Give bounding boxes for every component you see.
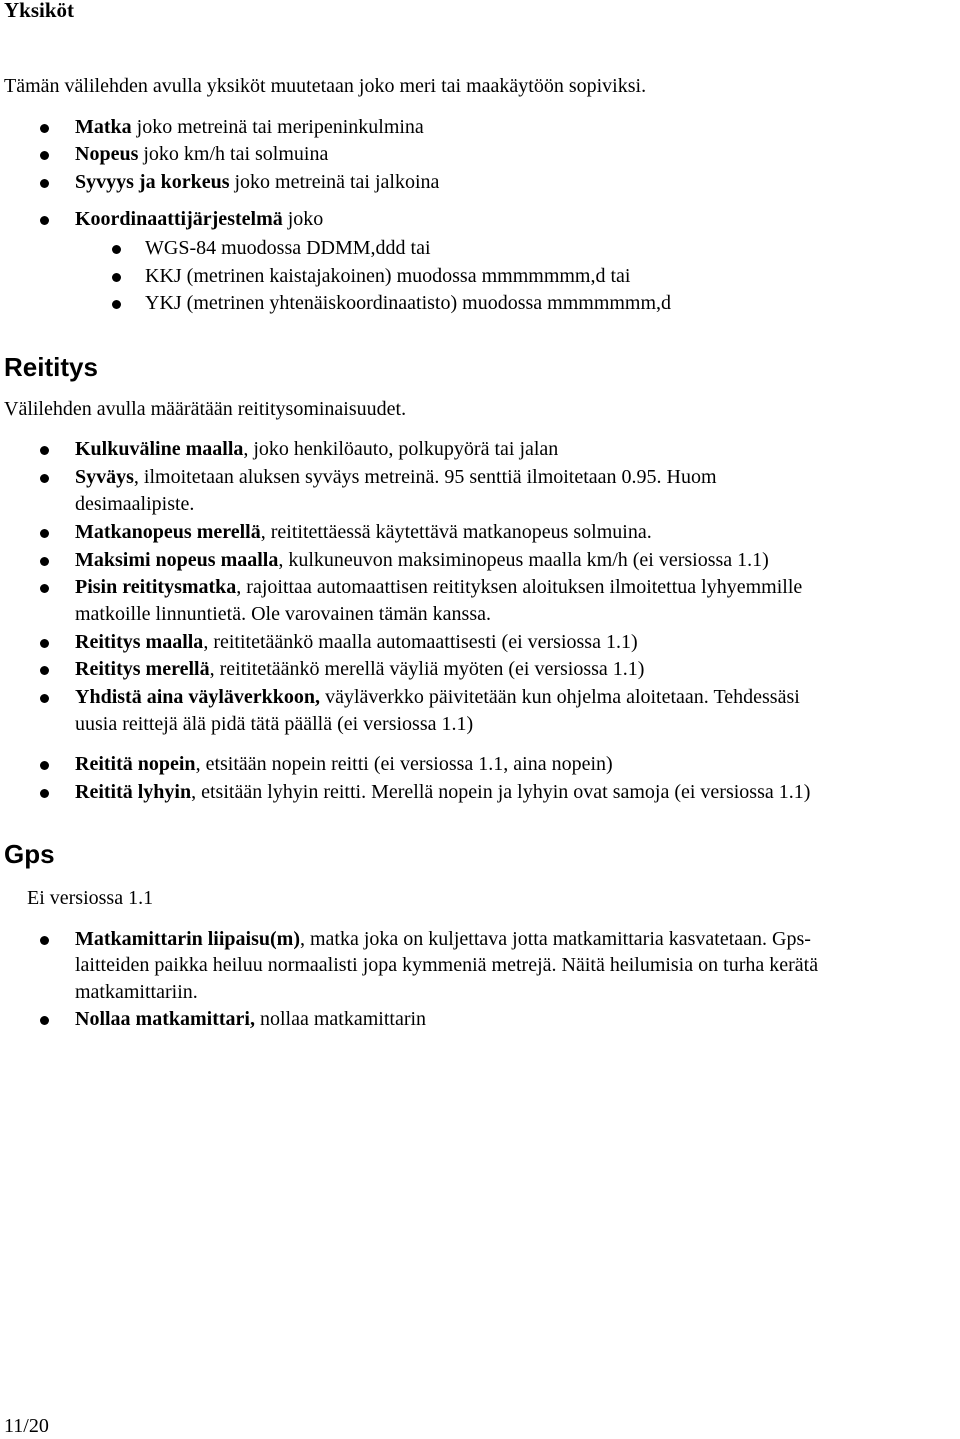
list-item: Maksimi nopeus maalla, kulkuneuvon maksiminopeus maalla km/h (ei versiossa 1.1) (75, 549, 769, 571)
list-item: Reititys maalla, reititetäänkö maalla automaattisesti (ei versiossa 1.1) (75, 631, 638, 653)
section-heading-gps: Gps (4, 839, 55, 869)
list-item: Matka joko metreinä tai meripeninkulmina (75, 116, 424, 138)
page-number: 11/20 (4, 1415, 49, 1437)
bullet-icon (112, 245, 121, 254)
bullet-icon (40, 789, 49, 798)
list-item: Nollaa matkamittari, nollaa matkamittarin (75, 1008, 427, 1030)
list-item: Koordinaattijärjestelmä joko (75, 208, 324, 230)
list-item-continuation: matkoille linnuntietä. Ole varovainen tämän kanssa. (75, 603, 491, 625)
bullet-icon (40, 529, 49, 538)
section-heading-routing: Reititys (4, 352, 98, 382)
bullet-icon (40, 761, 49, 770)
list-item-continuation: uusia reittejä älä pidä tätä päällä (ei versiossa 1.1) (75, 713, 474, 735)
bullet-icon (40, 446, 49, 455)
coord-system-item: YKJ (metrinen yhtenäiskoordinaatisto) muodossa mmmmmmm,d (145, 292, 672, 314)
coord-system-item: KKJ (metrinen kaistajakoinen) muodossa mmmmmmm,d tai (145, 265, 631, 287)
gps-note: Ei versiossa 1.1 (27, 887, 154, 909)
list-item: Syväys, ilmoitetaan aluksen syväys metreinä. 95 senttiä ilmoitetaan 0.95. Huom (75, 466, 717, 488)
bullet-icon (40, 694, 49, 703)
list-item: Nopeus joko km/h tai solmuina (75, 143, 329, 165)
list-item: Reititä lyhyin, etsitään lyhyin reitti. Merellä nopein ja lyhyin ovat samoja (ei versiossa 1.1) (75, 781, 811, 803)
bullet-icon (112, 273, 121, 282)
list-item: Reititys merellä, reititetäänkö merellä väyliä myöten (ei versiossa 1.1) (75, 658, 645, 680)
list-item: Yhdistä aina väyläverkkoon, väyläverkko päivitetään kun ohjelma aloitetaan. Tehdessäsi (75, 686, 800, 708)
list-item-continuation: matkamittariin. (75, 981, 198, 1003)
intro-text: Tämän välilehden avulla yksiköt muutetaan joko meri tai maakäytöön sopiviksi. (4, 75, 647, 97)
bullet-icon (40, 666, 49, 675)
bullet-icon (40, 936, 49, 945)
coord-system-item: WGS-84 muodossa DDMM,ddd tai (145, 237, 431, 259)
list-item-continuation: laitteiden paikka heiluu normaalisti jopa kymmeniä metrejä. Näitä heilumisia on turha kerätä (75, 954, 819, 976)
bullet-icon (40, 151, 49, 160)
list-item: Kulkuväline maalla, joko henkilöauto, polkupyörä tai jalan (75, 438, 559, 460)
bullet-icon (40, 584, 49, 593)
list-item: Reititä nopein, etsitään nopein reitti (ei versiossa 1.1, aina nopein) (75, 753, 613, 775)
routing-intro: Välilehden avulla määrätään reititysominaisuudet. (4, 398, 407, 420)
list-item: Syvyys ja korkeus joko metreinä tai jalkoina (75, 171, 440, 193)
list-item-continuation: desimaalipiste. (75, 493, 195, 515)
bullet-icon (40, 124, 49, 133)
bullet-icon (40, 639, 49, 648)
list-item: Matkanopeus merellä, reititettäessä käytettävä matkanopeus solmuina. (75, 521, 652, 543)
page-title: Yksiköt (4, 0, 75, 22)
bullet-icon (40, 179, 49, 188)
list-item: Matkamittarin liipaisu(m), matka joka on kuljettava jotta matkamittaria kasvatetaan. Gps- (75, 928, 811, 950)
bullet-icon (40, 474, 49, 483)
bullet-icon (40, 216, 49, 225)
bullet-icon (112, 300, 121, 309)
bullet-icon (40, 1016, 49, 1025)
list-item: Pisin reititysmatka, rajoittaa automaattisen reitityksen aloituksen ilmoitettua lyhyemmille (75, 576, 803, 598)
bullet-icon (40, 557, 49, 566)
